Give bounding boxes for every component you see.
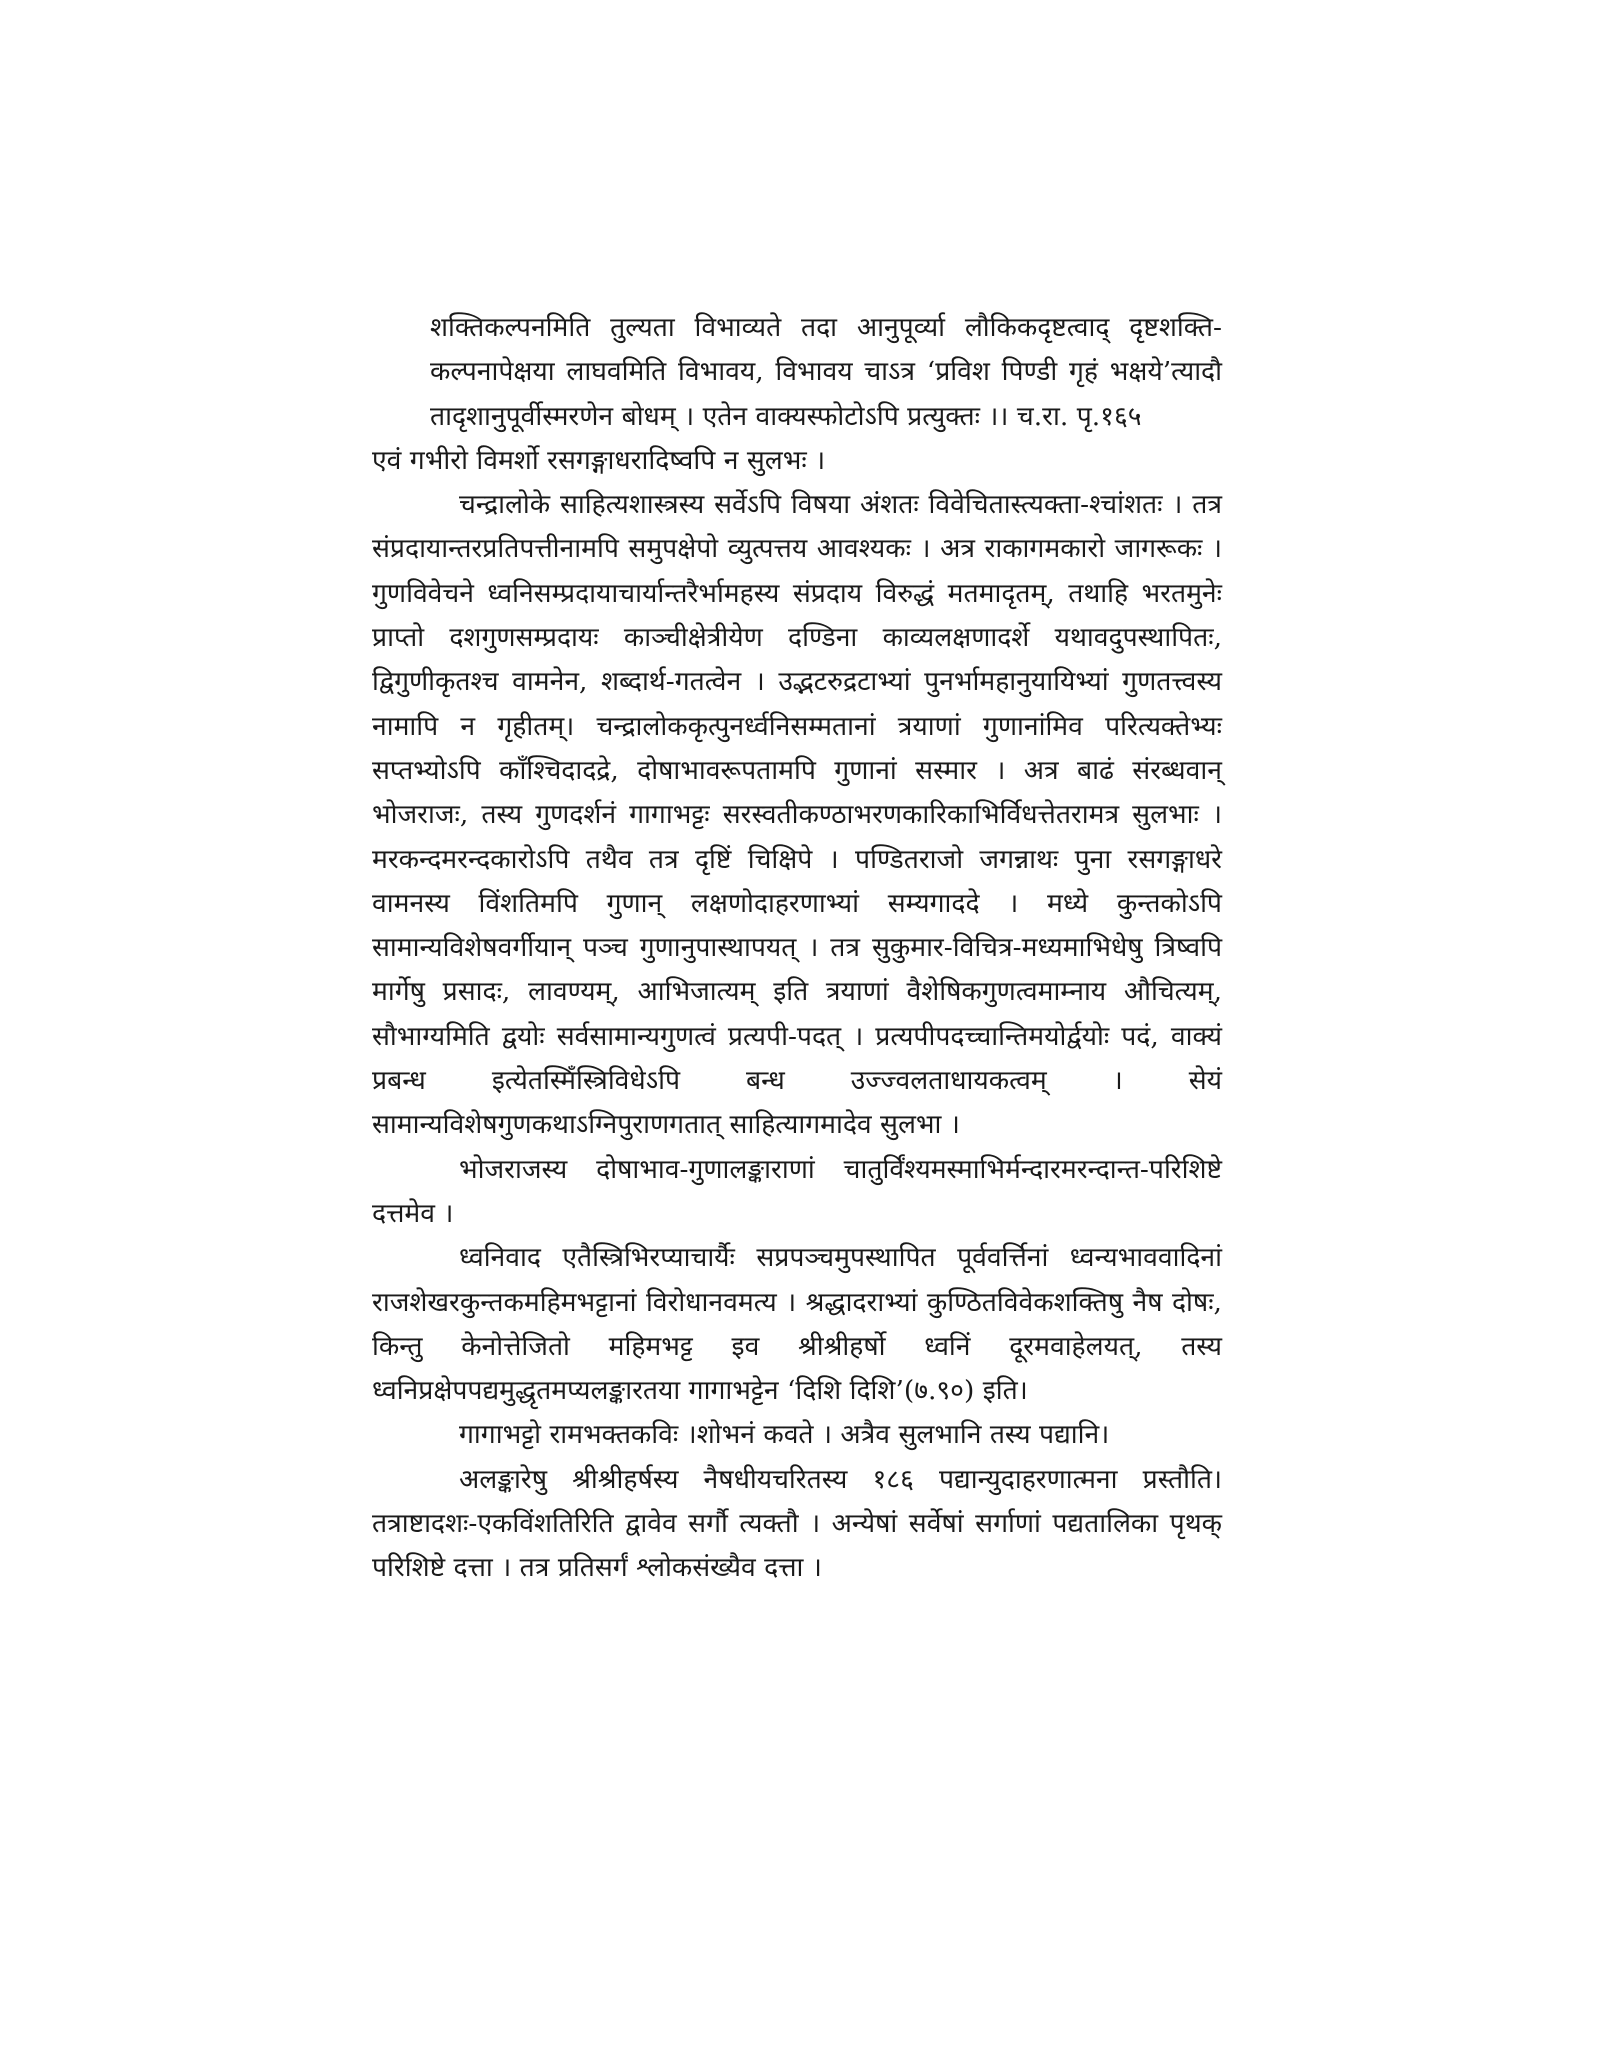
- quoted-passage: शक्तिकल्पनमिति तुल्यता विभाव्यते तदा आनुपूर्व्या लौकिकदृष्टत्वाद् दृष्टशक्ति-कल्पनापेक्षया लाघवमिति विभावय, विभावय चाऽत्र ‘प्रविश पिण्डी गृहं भक्षये’त्यादौ तादृशानुपूर्वीस्मरणेन बोधम् । एतेन वाक्यस्फोटोऽपि प्रत्युक्तः ।। च.रा. पृ.१६५: [430, 312, 1222, 432]
- paragraph: गागाभट्टो रामभक्तकविः ।शोभनं कवते । अत्रैव सुलभानि तस्य पद्यानि।: [459, 1419, 1110, 1451]
- paragraph: चन्द्रालोके साहित्यशास्त्रस्य सर्वेऽपि विषया अंशतः विवेचितास्त्यक्ता-श्चांशतः । तत्र संप्रदायान्तरप्रतिपत्तीनामपि समुपक्षेपो व्युत्पत्तय आवश्यकः । अत्र राकागमकारो जागरूकः । गुणविवेचने ध्वनिसम्प्रदायाचार्यान्तरैर्भामहस्य संप्रदाय विरुद्धं मतमादृतम्, तथाहि भरतमुनेः प्राप्तो दशगुणसम्प्रदायः काञ्चीक्षेत्रीयेण दण्डिना काव्यलक्षणादर्शे यथावदुपस्थापितः, द्विगुणीकृतश्च वामनेन, शब्दार्थ-गतत्वेन । उद्भटरुद्रटाभ्यां पुनर्भामहानुयायिभ्यां गुणतत्त्वस्य नामापि न गृहीतम्। चन्द्रालोककृत्पुनर्ध्वनिसम्मतानां त्रयाणां गुणानांमिव परित्यक्तेभ्यः सप्तभ्योऽपि काँश्चिदादद्रे, दोषाभावरूपतामपि गुणानां सस्मार । अत्र बाढं संरब्धवान् भोजराजः, तस्य गुणदर्शनं गागाभट्टः सरस्वतीकण्ठाभरणकारिकाभिर्विधत्तेतरामत्र सुलभाः । मरकन्दमरन्दकारोऽपि तथैव तत्र दृष्टिं चिक्षिपे । पण्डितराजो जगन्नाथः पुना रसगङ्गाधरे वामनस्य विंशतिमपि गुणान् लक्षणोदाहरणाभ्यां सम्यगाददे । मध्ये कुन्तकोऽपि सामान्यविशेषवर्गीयान् पञ्च गुणानुपास्थापयत् । तत्र सुकुमार-विचित्र-मध्यमाभिधेषु त्रिष्वपि मार्गेषु प्रसादः, लावण्यम्, आभिजात्यम् इति त्रयाणां वैशेषिकगुणत्वमाम्नाय औचित्यम्, सौभाग्यमिति द्वयोः सर्वसामान्यगुणत्वं प्रत्यपी-पदत् । प्रत्यपीपदच्चान्तिमयोर्द्वयोः पदं, वाक्यं प्रबन्ध इत्येतस्मिँस्त्रिविधेऽपि बन्ध उज्ज्वलताधायकत्वम् । सेयं सामान्यविशेषगुणकथाऽग्निपुराणगतात् साहित्यागमादेव सुलभा ।: [372, 489, 1222, 1141]
- body-text: [372, 306, 1222, 1591]
- paragraph: एवं गभीरो विमर्शो रसगङ्गाधरादिष्वपि न सुलभः ।: [372, 444, 826, 476]
- paragraph: ध्वनिवाद एतैस्त्रिभिरप्याचार्यैः सप्रपञ्चमुपस्थापित पूर्ववर्त्तिनां ध्वन्यभाववादिनां राजशेखरकुन्तकमहिमभट्टानां विरोधानवमत्य । श्रद्धादराभ्यां कुण्ठितविवेकशक्तिषु नैष दोषः, किन्तु केनोत्तेजितो महिमभट्ट इव श्रीश्रीहर्षो ध्वनिं दूरमवाहेलयत्, तस्य ध्वनिप्रक्षेपपद्यमुद्धृतमप्यलङ्कारतया गागाभट्टेन ‘दिशि दिशि’(७.९०) इति।: [372, 1242, 1222, 1407]
- paragraph: भोजराजस्य दोषाभाव-गुणालङ्काराणां चातुर्विंश्यमस्माभिर्मन्दारमरन्दान्त-परिशिष्टे दत्तमेव ।: [372, 1153, 1222, 1229]
- paragraph: अलङ्कारेषु श्रीश्रीहर्षस्य नैषधीयचरितस्य १८६ पद्यान्युदाहरणात्मना प्रस्तौति। तत्राष्टादशः-एकविंशतिरिति द्वावेव सर्गौ त्यक्तौ । अन्येषां सर्वेषां सर्गाणां पद्यतालिका पृथक् परिशिष्टे दत्ता । तत्र प्रतिसर्गं श्लोकसंख्यैव दत्ता ।: [372, 1463, 1222, 1584]
